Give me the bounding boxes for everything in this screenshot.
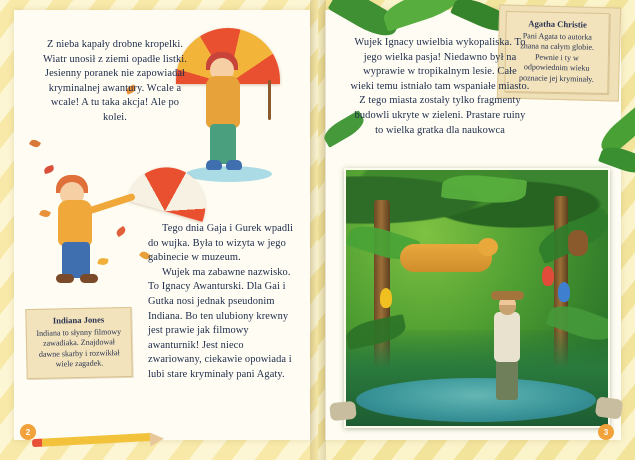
parrot-shape — [380, 288, 392, 308]
pencil-tip-icon — [150, 432, 165, 447]
boy-body-shape — [58, 200, 92, 246]
girl-boot-right-shape — [226, 160, 242, 170]
stone-shape — [595, 396, 624, 419]
jungle-expedition-illustration — [344, 168, 610, 428]
boy-shoe-right-shape — [80, 274, 98, 283]
explorer-legs-shape — [496, 358, 518, 400]
note-agatha-title: Agatha Christie — [528, 18, 587, 30]
page-number-left: 2 — [20, 424, 36, 440]
girl-legs-shape — [210, 124, 236, 164]
jaguar-shape — [400, 244, 492, 272]
right-paragraph-1: Wujek Ignacy uwielbia wykopaliska. To jego wielka pasja! Niedawno był na wyprawie w tropikalnym lesie. Całe wieki temu istniało tam wspaniałe miasto. Z tego miasta zostały tylko fragmenty budowli ukryte w zieleni. Prastare ruiny to wielka gratka dla naukowca — [350, 37, 530, 136]
note-indiana-title: Indiana Jones — [52, 314, 105, 326]
parrot-shape — [542, 266, 554, 286]
explorer-body-shape — [494, 312, 520, 362]
boy-shoe-left-shape — [56, 274, 74, 283]
note-agatha-text: Pani Agata to autorka znana na całym globie. Pewnie i ty w odpowiednim wieku poznacie jej kryminały. — [518, 30, 595, 84]
boy-legs-shape — [62, 242, 90, 278]
jungle-water-shape — [356, 378, 596, 422]
left-paragraph-group — [148, 222, 294, 383]
note-indiana-text: Indiana to słynny filmowy zawadiaka. Znajdował dawne skarby i rozwikłał wiele zagadek. — [36, 326, 122, 369]
girl-body-shape — [206, 76, 240, 128]
parrot-shape — [558, 282, 570, 302]
book-gutter — [310, 0, 326, 460]
note-indiana-jones — [25, 307, 132, 379]
page-number-right: 3 — [598, 424, 614, 440]
umbrella-handle-icon — [268, 80, 271, 120]
monkey-shape — [568, 230, 588, 256]
girl-boot-left-shape — [206, 160, 222, 170]
left-paragraph-1: Z nieba kapały drobne kropelki. Wiatr unosił z ziemi opadłe listki. Jesienny poranek nie zapowiadał kryminalnej awantury. Wcale a wcale! A tu taka akcja! Ale po kolei. — [43, 39, 187, 123]
stone-shape — [329, 401, 357, 422]
left-paragraph-3: Wujek ma zabawne nazwisko. To Ignacy Awanturski. Dla Gai i Gutka nosi jednak pseudonim Indiana. Bo ten ulubiony krewny jest prawie jak filmowy awanturnik! Jest nieco zwariowany, ciekawie opowiada i lubi stare kryminały pani Agaty. — [148, 266, 292, 380]
left-paragraph-2: Tego dnia Gaja i Gurek wpadli do wujka. Była to wizyta w jego gabinecie w muzeum. — [148, 223, 294, 264]
explorer-hat-icon — [491, 291, 524, 300]
